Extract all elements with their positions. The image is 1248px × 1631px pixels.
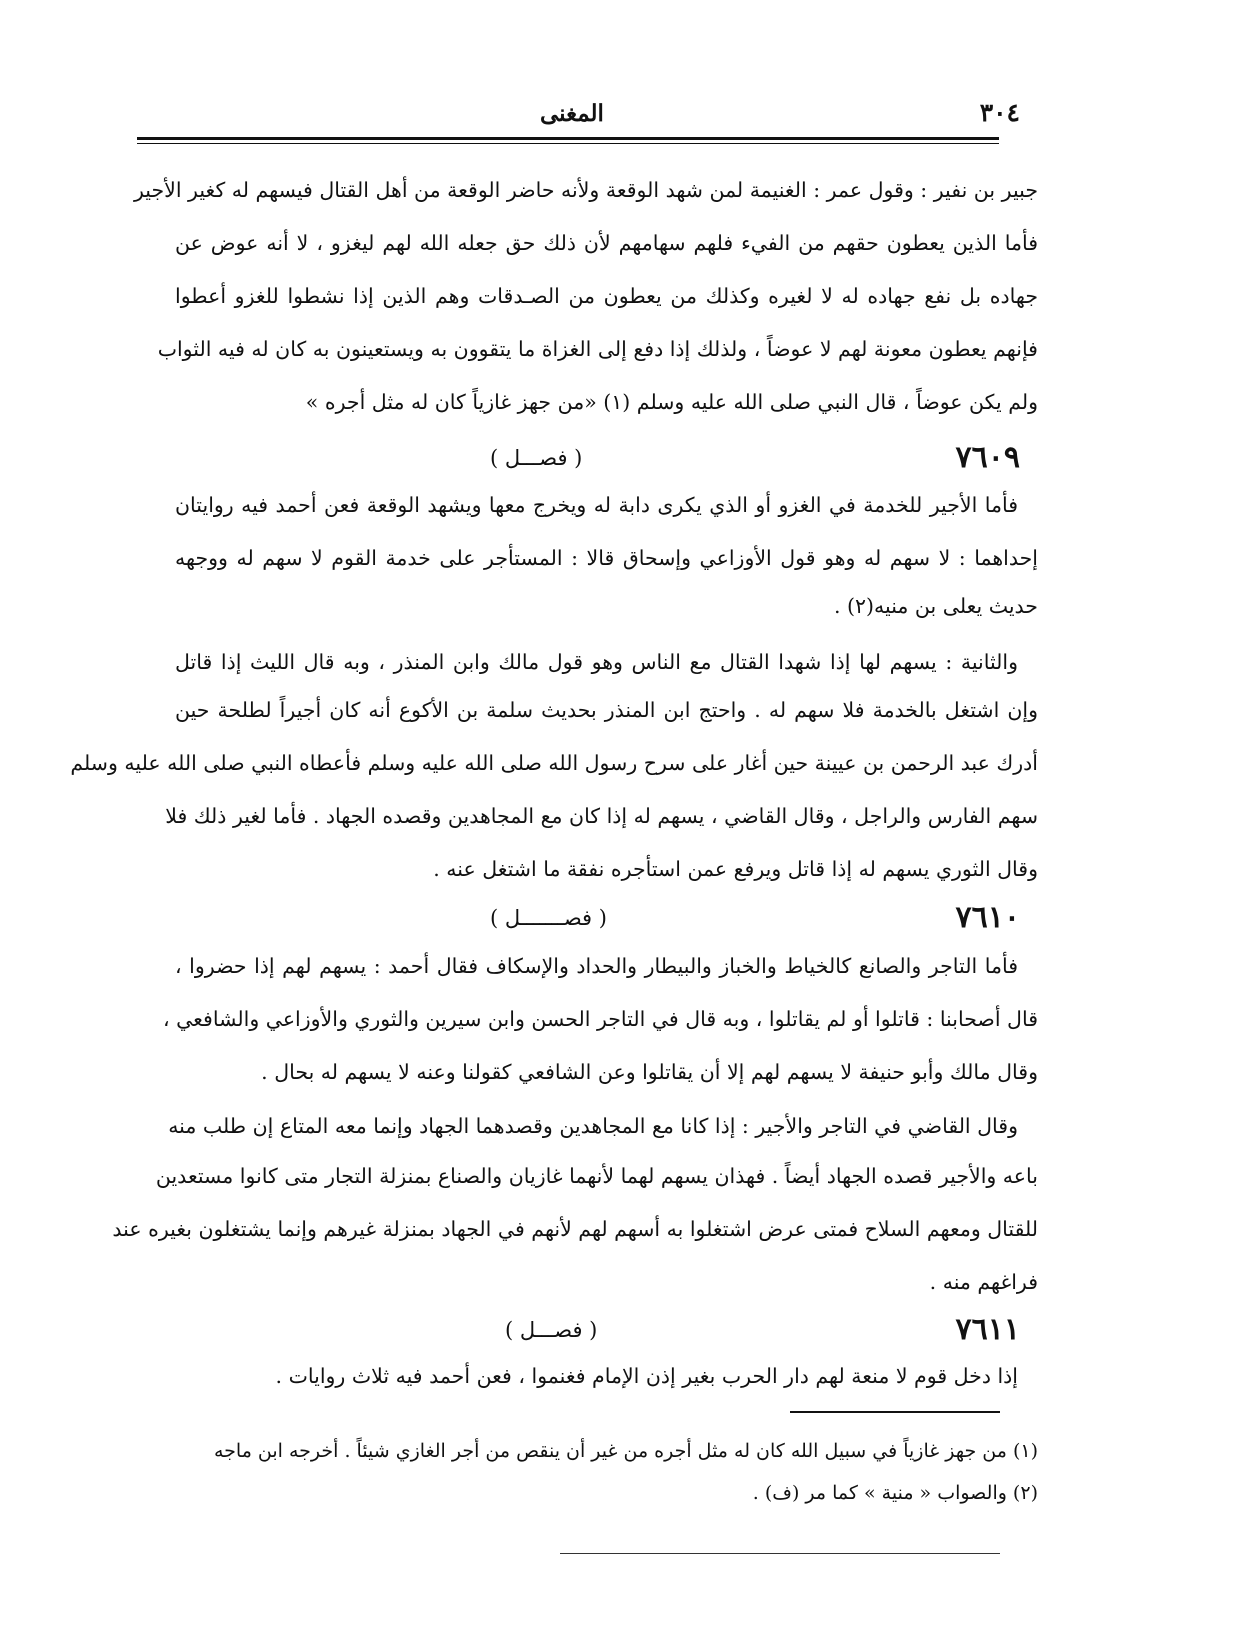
section-number: ٧٦٠٩ [955,440,1020,475]
footnote-rule [790,1411,1000,1413]
text-line: جهاده بل نفع جهاده له لا لغيره وكذلك من يعطون من الصـدقات وهم الذين إذا نشطوا للغزو أعطوا [175,284,1038,308]
text-line: للقتال ومعهم السلاح فمتى عرض اشتغلوا به أسهم لهم لأنهم في الجهاد بمنزلة غيرهم وإنما يشتغلون بغيره عند [112,1217,1038,1241]
text-line: وقال الثوري يسهم له إذا قاتل ويرفع عمن استأجره نفقة ما اشتغل عنه . [433,857,1038,881]
text-line: قال أصحابنا : قاتلوا أو لم يقاتلوا ، وبه قال في التاجر الحسن وابن سيرين والثوري والأوزاعي والشافعي ، [162,1007,1038,1031]
text-line: حديث يعلى بن منيه(٢) . [834,594,1038,618]
text-line: وإن اشتغل بالخدمة فلا سهم له . واحتج ابن المنذر بحديث سلمة بن الأكوع أنه كان أجيراً لطلحة حين [175,698,1038,722]
text-line: أدرك عبد الرحمن بن عيينة حين أغار على سرح رسول الله صلى الله عليه وسلم فأعطاه النبي صلى الله عليه وسلم [70,751,1038,775]
text-line: فإنهم يعطون معونة لهم لا عوضاً ، ولذلك إذا دفع إلى الغزاة ما يتقوون به ويستعينون به كان له فيه الثواب [157,337,1038,361]
page-number: ٣٠٤ [979,98,1020,127]
running-title: المغنى [540,100,604,127]
text-line: سهم الفارس والراجل ، وقال القاضي ، يسهم له إذا كان مع المجاهدين وقصده الجهاد . فأما لغير ذلك فلا [165,804,1038,828]
text-line: فراغهم منه . [929,1270,1038,1294]
section-heading: ( فصـــل ) [505,1318,598,1342]
bottom-rule [560,1553,1000,1554]
footnote: (٢) والصواب « منية » كما مر (ف) . [752,1482,1038,1504]
header-rule [137,137,999,140]
text-line: وقال القاضي في التاجر والأجير : إذا كانا مع المجاهدين وقصدهما الجهاد وإنما معه المتاع إن طلب منه [168,1114,1018,1138]
text-line: فأما الذين يعطون حقهم من الفيء فلهم سهامهم لأن ذلك حق جعله الله لهم ليغزو ، لا أنه عوض عن [175,231,1038,255]
text-line: فأما التاجر والصانع كالخياط والخباز والبيطار والحداد والإسكاف فقال أحمد : يسهم لهم إذا حضروا ، [175,954,1018,978]
section-heading: ( فصـــل ) [490,446,583,470]
text-line: والثانية : يسهم لها إذا شهدا القتال مع الناس وهو قول مالك وابن المنذر ، وبه قال الليث إذا قاتل [175,650,1018,674]
footnote: (١) من جهز غازياً في سبيل الله كان له مثل أجره من غير أن ينقص من أجر الغازي شيئاً . أخرجه ابن ماجه [213,1440,1038,1462]
text-line: باعه والأجير قصده الجهاد أيضاً . فهذان يسهم لهما لأنهما غازيان والصناع بمنزلة التجار متى كانوا مستعدين [155,1164,1038,1188]
text-line: إذا دخل قوم لا منعة لهم دار الحرب بغير إذن الإمام فغنموا ، فعن أحمد فيه ثلاث روايات . [275,1364,1018,1388]
header-rule-thin [137,143,999,144]
text-line: ولم يكن عوضاً ، قال النبي صلى الله عليه وسلم (١) «من جهز غازياً كان له مثل أجره » [305,390,1038,414]
text-line: وقال مالك وأبو حنيفة لا يسهم لهم إلا أن يقاتلوا وعن الشافعي كقولنا وعنه لا يسهم له بحال . [261,1060,1038,1084]
section-number: ٧٦١٠ [955,900,1020,935]
section-heading: ( فصـــــــل ) [490,906,607,930]
text-line: جبير بن نفير : وقول عمر : الغنيمة لمن شهد الوقعة ولأنه حاضر الوقعة من أهل القتال فيسهم له كغير الأجير [133,178,1038,202]
text-line: فأما الأجير للخدمة في الغزو أو الذي يكرى دابة له ويخرج معها ويشهد الوقعة فعن أحمد فيه روايتان [175,493,1018,517]
text-line: إحداهما : لا سهم له وهو قول الأوزاعي وإسحاق قالا : المستأجر على خدمة القوم لا سهم له ووجهه [175,546,1038,570]
section-number: ٧٦١١ [955,1312,1020,1347]
